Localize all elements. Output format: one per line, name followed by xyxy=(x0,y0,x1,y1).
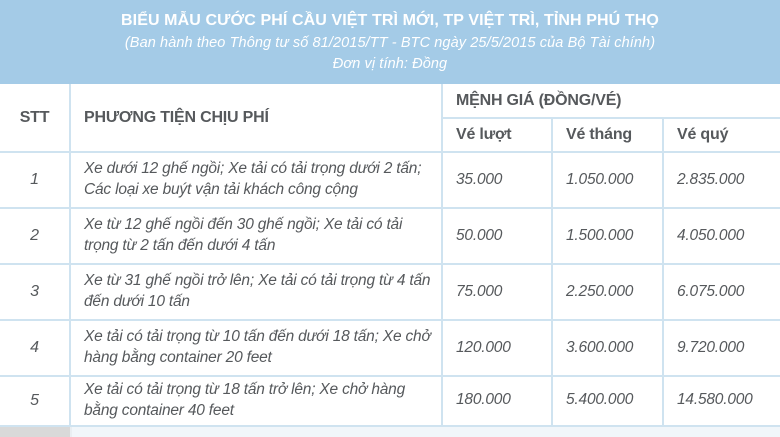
single-price-cell: 180.000 xyxy=(442,376,552,425)
table-row xyxy=(0,376,780,425)
vehicle-cell: Xe tải có tải trọng từ 18 tấn trở lên; Xe chở hàng bằng container 40 feet xyxy=(70,376,442,425)
vehicle-cell: Xe tải có tải trọng từ 10 tấn đến dưới 18 tấn; Xe chở hàng bằng container 20 feet xyxy=(70,320,442,376)
monthly-price-cell: 2.250.000 xyxy=(552,264,663,320)
vehicle-cell: Xe dưới 12 ghế ngồi; Xe tải có tải trọng dưới 2 tấn; Các loại xe buýt vận tải khách công cộng xyxy=(70,152,442,208)
table-row xyxy=(0,264,780,320)
single-price-cell: 50.000 xyxy=(442,208,552,264)
quarterly-price-cell: 4.050.000 xyxy=(663,208,780,264)
quarterly-price-cell: 9.720.000 xyxy=(663,320,780,376)
header-row-top xyxy=(0,84,780,118)
monthly-price-cell: 3.600.000 xyxy=(552,320,663,376)
quarterly-price-cell: 6.075.000 xyxy=(663,264,780,320)
stt-cell: 5 xyxy=(0,376,70,425)
col-header-single-ticket: Vé lượt xyxy=(442,118,552,152)
monthly-price-cell: 1.050.000 xyxy=(552,152,663,208)
col-header-price-group: MỆNH GIÁ (ĐỒNG/VÉ) xyxy=(442,84,780,118)
table-row xyxy=(0,208,780,264)
col-header-quarterly-ticket: Vé quý xyxy=(663,118,780,152)
quarterly-price-cell: 14.580.000 xyxy=(663,376,780,425)
single-price-cell: 120.000 xyxy=(442,320,552,376)
cropped-stt-cell xyxy=(0,427,72,437)
banner xyxy=(0,0,780,84)
table-row xyxy=(0,152,780,208)
monthly-price-cell: 5.400.000 xyxy=(552,376,663,425)
stt-cell: 1 xyxy=(0,152,70,208)
single-price-cell: 75.000 xyxy=(442,264,552,320)
vehicle-cell: Xe từ 12 ghế ngồi đến 30 ghế ngồi; Xe tải có tải trọng từ 2 tấn đến dưới 4 tấn xyxy=(70,208,442,264)
quarterly-price-cell: 2.835.000 xyxy=(663,152,780,208)
banner-title: BIỂU MẪU CƯỚC PHÍ CẦU VIỆT TRÌ MỚI, TP VIỆT TRÌ, TỈNH PHÚ THỌ xyxy=(121,12,659,30)
monthly-price-cell: 1.500.000 xyxy=(552,208,663,264)
unit-note: Đơn vị tính: Đồng xyxy=(332,55,448,72)
col-header-vehicle: PHƯƠNG TIỆN CHỊU PHÍ xyxy=(70,84,442,152)
fee-table-header xyxy=(0,84,780,152)
vehicle-cell: Xe từ 31 ghế ngồi trở lên; Xe tải có tải trọng từ 4 tấn đến dưới 10 tấn xyxy=(70,264,442,320)
stt-cell: 2 xyxy=(0,208,70,264)
fee-table xyxy=(0,84,780,425)
table-row xyxy=(0,320,780,376)
col-header-stt: STT xyxy=(0,84,70,152)
col-header-monthly-ticket: Vé tháng xyxy=(552,118,663,152)
stt-cell: 4 xyxy=(0,320,70,376)
single-price-cell: 35.000 xyxy=(442,152,552,208)
banner-subtitle: (Ban hành theo Thông tư số 81/2015/TT - BTC ngày 25/5/2015 của Bộ Tài chính) xyxy=(124,34,656,51)
cropped-row-remainder xyxy=(72,427,780,437)
stt-cell: 3 xyxy=(0,264,70,320)
